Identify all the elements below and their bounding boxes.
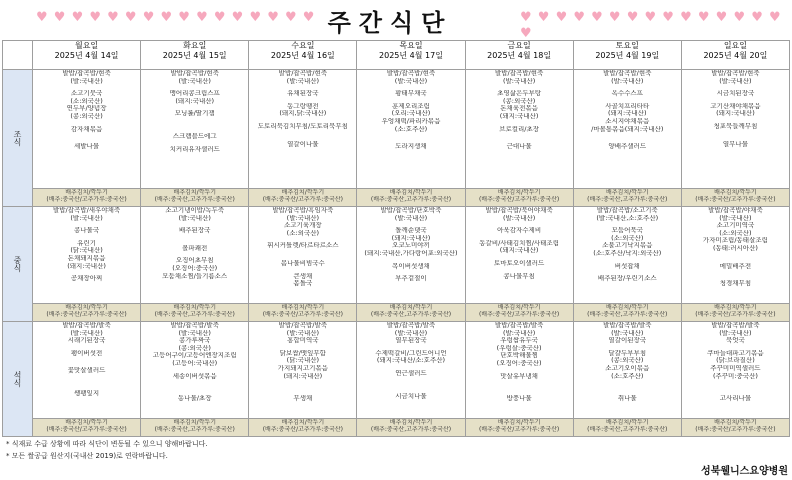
kimchi-origin: (배추:중국산,고추가루:중국산)	[154, 426, 235, 433]
note-line: * 식재료 수급 상황에 따라 식단이 변동될 수 있으니 양해바랍니다.	[6, 440, 208, 448]
kimchi-cell	[249, 189, 357, 207]
dish-item: (돼지,닭:국내산)	[279, 110, 327, 118]
kimchi-origin: (배추:중국산,고추가루:중국산)	[587, 311, 668, 318]
dish-item: (콩:외국산)	[70, 112, 103, 120]
dish-item: (발:국내산)	[719, 329, 752, 337]
day-date: 2025년 4월 19일	[595, 51, 660, 60]
kimchi-cell	[573, 419, 681, 437]
dish-item: 발밥/잡곡밥/발죽	[386, 322, 436, 329]
dish-item: (돼지:국내산)	[607, 110, 647, 118]
hospital-name: 성북웰니스요양병원	[701, 466, 788, 477]
dish-item: (주꾸미:중국산)	[712, 372, 758, 380]
dish-item: (발:국내산)	[394, 77, 428, 85]
dish-item: 동그랑땡전	[287, 102, 319, 110]
day-header-cell	[465, 41, 573, 70]
dish-item: (발:국내산)	[178, 77, 211, 85]
dish-item: 소고기육개장	[284, 222, 322, 230]
dish-item: 콩나물국	[74, 227, 100, 235]
dish-item: (발:국내산)	[611, 329, 644, 337]
dish-item: 돌깨순댓국	[395, 227, 427, 235]
dish-item: 모둠채소찜/들기름소스	[162, 272, 228, 280]
dish-item: (발:국내산)	[611, 77, 644, 85]
dish-item: 청포묵들깨무침	[713, 122, 758, 130]
kimchi-name: 배추김치/깍두기	[497, 189, 541, 196]
kimchi-row	[3, 304, 790, 322]
dish-item: 발밥/잡곡밥/현죽	[603, 70, 652, 77]
dish-item: (오징어:중국산)	[172, 264, 218, 272]
dish-item: 시금치된장국	[716, 90, 755, 98]
kimchi-cell	[681, 419, 789, 437]
kimchi-cell	[357, 189, 465, 207]
day-header-cell	[573, 41, 681, 70]
dish-item: (소:외국산)	[286, 229, 320, 237]
kimchi-cell	[573, 189, 681, 207]
kimchi-name: 배추김치/깍두기	[173, 419, 216, 426]
dish-item: 치커리유자샐러드	[169, 145, 220, 153]
dish-item: (발:국내산,소:호주산)	[596, 214, 659, 222]
day-name: 수요일	[291, 41, 315, 50]
dish-item: (우렁살:중국산)	[496, 344, 542, 352]
dish-item: (돼지:국내산)	[283, 372, 323, 380]
corner-cell	[3, 41, 33, 70]
menu-cell	[573, 322, 681, 419]
dish-item: 아욱감자수제비	[497, 227, 542, 235]
kimchi-origin: (배추:중국산/고추가루:중국산)	[695, 196, 776, 203]
dish-item: 단호박해물찜	[500, 352, 538, 360]
kimchi-cell	[681, 189, 789, 207]
meal-label: 조식	[3, 70, 33, 207]
dish-item: 감자채볶음	[70, 125, 103, 133]
hearts-decoration-left: ♥ ♥ ♥ ♥ ♥ ♥ ♥ ♥ ♥ ♥ ♥ ♥ ♥ ♥ ♥ ♥	[36, 10, 316, 25]
menu-cell	[465, 322, 573, 419]
dish-item: (돼지:국내산)	[499, 112, 539, 120]
dish-item: (오리:국내산)	[391, 110, 431, 118]
dish-item: 배추된장/우린기소스	[597, 275, 657, 283]
day-header-cell	[681, 41, 789, 70]
dish-item: 훈제오리조림	[392, 102, 430, 110]
dish-item: (소:호주산/낙지:외국산)	[593, 249, 662, 257]
kimchi-name: 배추김치/깍두기	[281, 189, 325, 196]
kimchi-origin: (배추:중국산,고추가루:중국산)	[370, 426, 452, 433]
dish-item: (소:호주산)	[611, 372, 644, 380]
kimchi-origin: (배추:중국산/고추가루:중국산)	[262, 426, 343, 433]
dish-item: 세송이버섯볶음	[172, 372, 217, 380]
dish-item: (발:국내산)	[394, 329, 428, 337]
dish-item: 도토리묵김치무침/도토리묵무침	[257, 122, 348, 130]
day-name: 월요일	[74, 41, 99, 50]
dish-item: 발밥/잡곡밥/야채죽	[708, 207, 763, 214]
dish-item: 발밥/잡곡밥/새우야채죽	[52, 207, 121, 214]
dish-item: 배추된장국	[179, 227, 211, 235]
menu-cell	[33, 70, 141, 189]
dish-item: 발밥/잡곡밥/발죽	[603, 322, 652, 329]
kimchi-cell	[573, 304, 681, 322]
dish-item: 열무된장국	[395, 337, 427, 345]
dish-item: 우렁쌈유두국	[500, 337, 538, 345]
dish-item: (돼지:국내산)	[499, 247, 539, 255]
dish-item: 시래기된장국	[67, 337, 106, 345]
hearts-decoration-right: ♥ ♥ ♥ ♥ ♥ ♥ ♥ ♥ ♥ ♥ ♥ ♥ ♥ ♥ ♥ ♥	[520, 10, 782, 41]
dish-item: 소고기오이볶음	[605, 364, 650, 372]
dish-item: 고등어구이/고등어엔장지조림	[152, 352, 237, 360]
dish-item: 북엇국	[726, 337, 745, 345]
dish-item: 콩나물무침	[503, 272, 535, 280]
menu-cell	[33, 322, 141, 419]
menu-cell	[141, 322, 249, 419]
menu-cell	[33, 207, 141, 304]
dish-item: 발밥/잡곡밥/발죽	[62, 322, 111, 329]
dish-item: 브로컬리/초장	[499, 125, 540, 133]
dish-item: 무생채	[293, 395, 313, 403]
day-header-cell	[33, 41, 141, 70]
dish-item: 돈채돼지볶음	[67, 254, 106, 262]
dinner-row	[3, 322, 790, 419]
dish-item: 맹어리콩크림스프	[169, 90, 220, 98]
kimchi-cell	[141, 304, 249, 322]
kimchi-row	[3, 419, 790, 437]
kimchi-origin: (배추:중국산/고추가루:중국산)	[695, 426, 776, 433]
dish-item: /마볼통볶음(돼지:국내산)	[591, 125, 664, 133]
dish-item: 옥수수스프	[611, 90, 643, 98]
kimchi-name: 배추김치/깍두기	[389, 189, 433, 196]
dish-item: (닭:브라질산)	[716, 357, 755, 365]
kimchi-origin: (배추:중국산,고추가루:중국산)	[154, 311, 235, 318]
day-header-cell	[141, 41, 249, 70]
kimchi-name: 배추김치/깍두기	[389, 419, 433, 426]
dish-item: 가지돼지고기볶음	[277, 364, 328, 372]
day-header-cell	[249, 41, 357, 70]
kimchi-origin: (배추:중국산,고추가루:중국산)	[370, 196, 452, 203]
day-date: 2025년 4월 20일	[703, 51, 768, 60]
lunch-row	[3, 207, 790, 304]
dish-item: 쌩팽잎지	[74, 389, 100, 397]
notes	[6, 438, 208, 462]
kimchi-name: 배추김치/깍두기	[389, 304, 433, 311]
dish-item: (발:국내산)	[719, 214, 752, 222]
dish-item: 소고기뭇국	[70, 90, 103, 98]
dish-item: 열갈이된장국	[608, 337, 647, 345]
dish-item: (콩:외국산)	[502, 97, 536, 105]
kimchi-name: 배추김치/깍두기	[497, 304, 541, 311]
dish-item: 초영삶은두부탕	[497, 90, 542, 98]
dish-item: 주꾸미미역샐러드	[710, 364, 761, 372]
kimchi-name: 배추김치/깍두기	[605, 419, 649, 426]
kimchi-origin: (배추:중국산,고추가루:중국산)	[587, 426, 668, 433]
dish-item: 유린기	[77, 239, 96, 247]
menu-cell	[249, 70, 357, 189]
kimchi-origin: (배추:중국산/고추가루:중국산)	[46, 196, 127, 203]
dish-item: 모닝롤/딸기잼	[174, 110, 215, 118]
dish-item: 발밥/잡곡밥/소고기죽	[596, 207, 658, 214]
dish-item: 발밥/잡곡밥/발죽	[711, 322, 760, 329]
dish-item: 스크램블드에그	[172, 132, 217, 140]
kimchi-name: 배추김치/깍두기	[497, 419, 541, 426]
dish-item: (돼지:국내산,가다랑어포:외국산)	[364, 249, 458, 257]
menu-cell	[249, 207, 357, 304]
dish-item: (발:국내산)	[502, 329, 536, 337]
dish-item: 토마토오이샐러드	[494, 259, 545, 267]
dish-item: (소:외국산)	[719, 229, 752, 237]
dish-item: 발밥/잡곡밥/발죽	[494, 322, 544, 329]
day-date: 2025년 4월 14일	[54, 51, 119, 60]
dish-item: 메밀배추전	[719, 262, 752, 270]
dish-item: (돼지:국내산)	[175, 97, 215, 105]
dish-item: 맛살유부냉채	[500, 372, 538, 380]
dish-item: (소:호주산)	[394, 125, 428, 133]
dish-item: (동태:러시아산)	[712, 244, 758, 252]
day-date: 2025년 4월 18일	[487, 51, 552, 60]
kimchi-name: 배추김치/깍두기	[714, 189, 757, 196]
kimchi-origin: (배추:중국산,고추가루:중국산)	[587, 196, 668, 203]
dish-item: 쿠마늘대파고기볶음	[707, 349, 764, 357]
kimchi-origin: (배추:중국산,고추가루:중국산)	[370, 311, 452, 318]
meal-label: 중식	[3, 207, 33, 322]
kimchi-name: 배추김치/깍두기	[65, 189, 108, 196]
dish-item: (발:국내산)	[286, 214, 320, 222]
kimchi-name: 배추김치/깍두기	[65, 304, 108, 311]
kimchi-cell	[249, 304, 357, 322]
menu-cell	[357, 207, 465, 304]
weekly-menu-table	[2, 40, 790, 437]
dish-item: (발:국내산)	[70, 77, 103, 85]
dish-item: 닭보쌈/맷잎무함	[279, 349, 326, 357]
dish-item: 휘시커틀렛/타르타르소스	[267, 242, 339, 250]
dish-item: (발:국내산)	[286, 77, 320, 85]
menu-cell	[465, 207, 573, 304]
menu-cell	[573, 207, 681, 304]
kimchi-name: 배추김치/깍두기	[173, 189, 216, 196]
day-date: 2025년 4월 16일	[270, 51, 335, 60]
dish-item: 방풍나물	[506, 395, 532, 403]
day-date: 2025년 4월 15일	[162, 51, 227, 60]
day-header-cell	[357, 41, 465, 70]
day-name: 토요일	[615, 41, 639, 50]
dish-item: 황태무채국	[395, 90, 427, 98]
kimchi-name: 배추김치/깍두기	[65, 419, 108, 426]
menu-cell	[465, 70, 573, 189]
dish-item: 홍합미역국	[287, 337, 319, 345]
dish-item: 볼파쾌전	[182, 244, 208, 252]
kimchi-name: 배추김치/깍두기	[281, 304, 325, 311]
dish-item: 소고기미역국	[716, 222, 755, 230]
kimchi-cell	[357, 419, 465, 437]
day-name: 일요일	[723, 41, 748, 50]
dish-item: 오코노미야끼	[392, 242, 430, 250]
kimchi-row	[3, 189, 790, 207]
dish-item: 버섯잡채	[614, 262, 640, 270]
kimchi-name: 배추김치/깍두기	[173, 304, 216, 311]
dish-item: 수제떡갈비/그린드어니언	[375, 349, 447, 357]
dish-item: 발밥/잡곡밥/현죽	[170, 70, 219, 77]
dish-item: 목이버섯생채	[392, 262, 430, 270]
dish-item: 동갈비/사태김치찜/사태조림	[479, 239, 559, 247]
kimchi-cell	[465, 419, 573, 437]
dish-item: 발밥/잡곡밥/북어야채죽	[485, 207, 553, 214]
day-header-row	[3, 41, 790, 70]
kimchi-origin: (배추:중국산/고추가루:중국산)	[478, 426, 560, 433]
dish-item: (돼지:국내산)	[67, 262, 106, 270]
dish-item: (콩:외국산)	[178, 344, 211, 352]
dish-item: (돼지:국내산)	[391, 234, 431, 242]
dish-item: 유채된장국	[287, 90, 319, 98]
dish-item: (발:국내산)	[70, 329, 103, 337]
kimchi-cell	[33, 419, 141, 437]
dish-item: (콩:외국산)	[611, 357, 644, 365]
menu-cell	[681, 322, 789, 419]
dish-item: 봄돌국	[293, 280, 313, 288]
dish-item: 연두부/양념장	[66, 105, 107, 113]
dish-item: (돼지:국내산/소:호주산)	[376, 357, 446, 365]
dish-item: 시금치나물	[395, 392, 427, 400]
dish-item: 도라지생채	[395, 143, 427, 151]
kimchi-cell	[357, 304, 465, 322]
dish-item: (발:국내산)	[719, 77, 752, 85]
dish-item: 공채장아찌	[70, 275, 103, 283]
dish-item: 고사리나물	[719, 395, 752, 403]
kimchi-origin: (배추:중국산/고추가루:중국산)	[262, 311, 343, 318]
day-name: 화요일	[183, 41, 207, 50]
dish-item: 연근샐러드	[395, 369, 427, 377]
menu-cell	[249, 322, 357, 419]
dish-item: (오징어:중국산)	[496, 359, 542, 367]
kimchi-origin: (배추:중국산,고추가루:중국산)	[154, 196, 235, 203]
dish-item: 발밥/잡곡밥/현죽	[494, 70, 544, 77]
dish-item: (발:국내산)	[70, 214, 103, 222]
dish-item: 취나물	[617, 395, 637, 403]
kimchi-name: 배추김치/깍두기	[281, 419, 325, 426]
dish-item: 달걀두부부침	[608, 349, 647, 357]
dish-item: (소:외국산)	[611, 234, 644, 242]
dish-item: 오징어초무침	[175, 257, 214, 265]
dish-item: 발밥/잡곡밥/현죽	[278, 70, 328, 77]
dish-item: (발:국내산)	[394, 214, 428, 222]
kimchi-cell	[33, 189, 141, 207]
page-title: 주간식단	[327, 9, 453, 37]
menu-cell	[681, 70, 789, 189]
kimchi-name: 배추김치/깍두기	[605, 304, 649, 311]
dish-item: (돼지:국내산)	[716, 110, 755, 118]
kimchi-cell	[249, 419, 357, 437]
kimchi-cell	[681, 304, 789, 322]
dish-item: (고등어:국내산)	[172, 359, 218, 367]
dish-item: 동나물/초장	[177, 395, 212, 403]
dish-item: 근대나물	[506, 143, 532, 151]
dish-item: 열갈이나물	[287, 140, 319, 148]
dish-item: (닭:국내산)	[70, 247, 103, 255]
dish-item: 사골치프리타타	[605, 102, 650, 110]
dish-item: 소고기냉이밥/녹두죽	[165, 207, 225, 214]
day-name: 목요일	[399, 41, 423, 50]
dish-item: (소:외국산)	[70, 97, 103, 105]
kimchi-name: 배추김치/깍두기	[714, 419, 757, 426]
dish-item: 발밥/잡곡밥/단호박죽	[380, 207, 442, 214]
menu-cell	[573, 70, 681, 189]
dish-item: 돈채육전볶음	[500, 105, 538, 113]
menu-cell	[681, 207, 789, 304]
dish-item: 고기산채야채볶음	[710, 102, 761, 110]
dish-item: (발:국내산)	[502, 77, 536, 85]
menu-cell	[357, 70, 465, 189]
dish-item: 우엉채떡/파리카볶음	[381, 117, 441, 125]
title-banner	[0, 0, 792, 41]
kimchi-origin: (배추:중국산/고추가루:중국산)	[478, 311, 560, 318]
kimchi-name: 배추김치/깍두기	[605, 189, 649, 196]
day-date: 2025년 4월 17일	[379, 51, 443, 60]
dish-item: 열무나물	[722, 140, 748, 148]
menu-cell	[357, 322, 465, 419]
dish-item: (발:국내산)	[178, 329, 211, 337]
kimchi-cell	[141, 419, 249, 437]
dish-item: 소불고기낙지볶음	[602, 242, 653, 250]
dish-item: 양배추샐러드	[608, 143, 647, 151]
dish-item: 세발나물	[74, 143, 100, 151]
dish-item: 발밥/잡곡밥/발죽	[278, 322, 328, 329]
dish-item: 콩가루짜국	[179, 337, 211, 345]
dish-item: 팽이버섯전	[70, 349, 103, 357]
kimchi-origin: (배추:중국산/고추가루:중국산)	[46, 426, 127, 433]
dish-item: 부추겉절이	[395, 275, 427, 283]
meal-label: 석식	[3, 322, 33, 437]
dish-item: 꽃맛살샐러드	[67, 367, 106, 375]
menu-cell	[141, 207, 249, 304]
dish-item: (발:국내산)	[502, 214, 536, 222]
breakfast-row	[3, 70, 790, 189]
dish-item: 발밥/잡곡밥/현죽	[386, 70, 436, 77]
kimchi-origin: (배추:중국산/고추가루:중국산)	[46, 311, 127, 318]
kimchi-cell	[465, 304, 573, 322]
kimchi-origin: (배추:중국산/고추가루:중국산)	[262, 196, 343, 203]
dish-item: 발밥/잡곡밥/현죽	[711, 70, 760, 77]
dish-item: (발:국내산)	[178, 214, 211, 222]
kimchi-cell	[141, 189, 249, 207]
kimchi-cell	[465, 189, 573, 207]
note-line: * 모든 쌀공급 원산지(국내산 2019)로 연락바랍니다.	[6, 452, 168, 460]
dish-item: 모둠어묵국	[611, 227, 643, 235]
dish-item: 가자미조림/동태살조림	[702, 237, 768, 245]
kimchi-origin: (배추:중국산/고추가루:중국산)	[478, 196, 560, 203]
day-name: 금요일	[507, 41, 531, 50]
dish-item: (닭:국내산)	[286, 357, 320, 365]
dish-item: 큰생채	[293, 272, 313, 280]
kimchi-origin: (배추:중국산/고추가루:중국산)	[695, 311, 776, 318]
dish-item: 청경채무침	[719, 280, 752, 288]
dish-item: (발:국내산)	[286, 329, 320, 337]
dish-item: 봄나물비빔국수	[280, 259, 325, 267]
menu-cell	[141, 70, 249, 189]
kimchi-name: 배추김치/깍두기	[714, 304, 757, 311]
dish-item: 발밥/잡곡밥/현죽	[62, 70, 111, 77]
dish-item: 발밥/잡곡밥/흑임자죽	[272, 207, 334, 214]
kimchi-cell	[33, 304, 141, 322]
dish-item: 발밥/잡곡밥/발죽	[170, 322, 219, 329]
dish-item: 소시지야채볶음	[605, 117, 650, 125]
